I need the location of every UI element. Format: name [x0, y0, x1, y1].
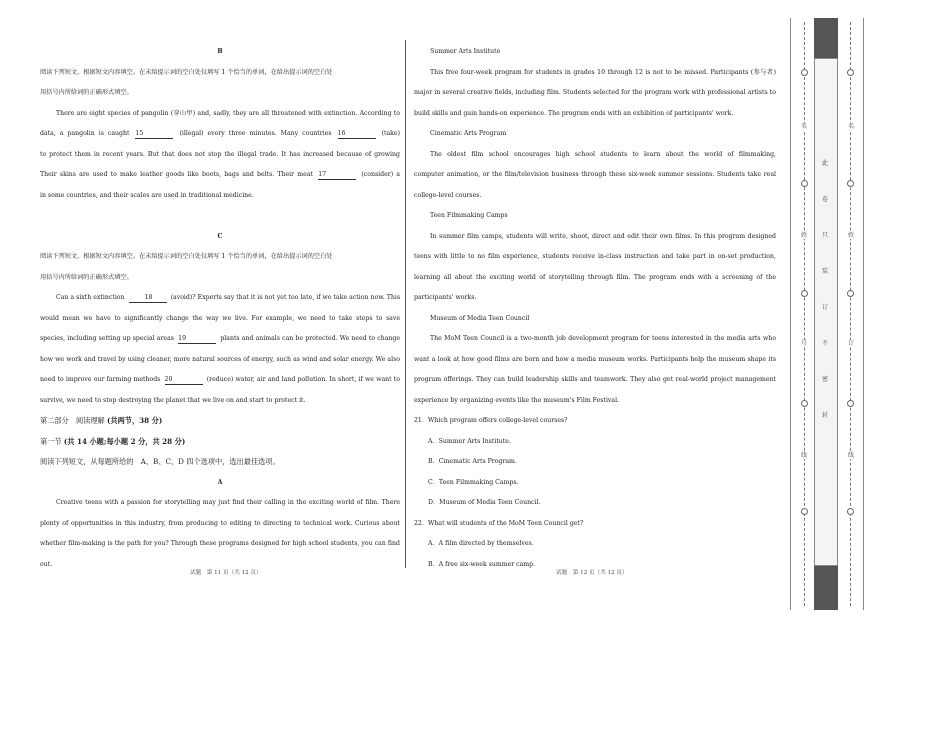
program-heading: Museum of Media Teen Council [430, 314, 530, 322]
section-one-label: 第一节 [40, 436, 62, 446]
section-c-title: C [217, 232, 223, 240]
passage-c-line: how we work and travel by using cleaner, more natural sources of energy, such as wind and solar energy. We also [40, 355, 400, 363]
program-text: learning all about the exciting world of storytelling through film. The program ends with a screening of the [414, 273, 776, 281]
binding-bottom-block [814, 566, 838, 610]
program-text: want a look at how good films are born and how a media museum works. Participants help the museum shape its [414, 355, 776, 363]
passage-c-line [40, 329, 400, 350]
q21-option-d[interactable]: D．Museum of Media Teen Council. [428, 499, 541, 506]
program-text: The MoM Teen Council is a two-month job development program for teens interested in the media arts who [430, 335, 776, 342]
binding-label-char: 姓 [848, 232, 855, 239]
passage-b-line: There are eight species of pangolin (穿山甲) and, sadly, they are all threatened with extinction. According to [56, 109, 400, 117]
q22-option-b[interactable]: B．A free six-week summer camp. [428, 560, 536, 568]
text: species, including setting up special areas [40, 335, 174, 342]
instruction-b-line1: 阅读下列短文，根据短文内容填空。在未给提示词的空白处仅填写 1 个恰当的单词，在给出提示词的空白处 [40, 68, 333, 76]
text: Can a sixth extinction [56, 294, 125, 301]
binding-hole-icon [847, 69, 854, 76]
passage-c-line [40, 288, 400, 309]
text: (take) [381, 130, 400, 137]
page-divider [405, 40, 406, 568]
program-heading: Cinematic Arts Program [430, 130, 507, 137]
binding-hole-icon [801, 290, 808, 297]
passage-a-line: whether film-making is the path for you? Through these programs designed for high school students, you can find [40, 540, 400, 547]
passage-b-line [40, 124, 400, 145]
binding-hole-icon [847, 400, 854, 407]
seal-char: 不 [822, 340, 829, 347]
binding-top-block [814, 18, 838, 58]
binding-dashed-line-right [850, 22, 851, 606]
binding-label-char: 线 [801, 452, 808, 459]
part-two-label: 第二部分 阅读理解 [40, 416, 105, 425]
q22-option-a[interactable]: A．A film directed by themselves. [428, 540, 534, 547]
spacer [40, 206, 400, 227]
passage-c-line: would mean we have to significantly change the way we live. For example, we need to take steps to save [40, 314, 400, 322]
binding-hole-icon [801, 400, 808, 407]
binding-hole-icon [801, 180, 808, 187]
section-a-title: A [217, 478, 223, 486]
binding-label-char: 名 [801, 123, 808, 130]
q21-option-c[interactable]: C．Teen Filmmaking Camps. [428, 478, 519, 486]
passage-a-line: plenty of opportunities in this industry, from producing to editing to directing to technical work. Curious about [40, 519, 400, 527]
binding-hole-icon [847, 180, 854, 187]
blank-17[interactable]: 17 [318, 170, 356, 180]
left-page [40, 42, 400, 575]
passage-b-line [40, 165, 400, 186]
binding-hole-icon [801, 508, 808, 515]
blank-16[interactable]: 16 [338, 129, 376, 139]
section-b-title: B [217, 48, 223, 55]
text: need to improve our farming methods [40, 376, 161, 383]
page-footer-left: 试题 第 11 页（共 12 页） [190, 570, 262, 576]
part-two-heading [40, 411, 400, 432]
blank-19[interactable]: 19 [178, 334, 216, 344]
binding-seal-strip [814, 58, 838, 566]
binding-hole-icon [847, 508, 854, 515]
right-page [414, 42, 776, 575]
binding-label-char: 线 [848, 452, 855, 459]
binding-label-char: 姓 [801, 232, 808, 239]
binding-hole-icon [801, 69, 808, 76]
program-text: college-level courses. [414, 191, 482, 199]
reading-instruction: 阅读下列短文，从每题所给的 A、B、C、D 四个选项中，选出最佳选项。 [40, 457, 280, 466]
text: (illegal) every three minutes. Many countries [179, 130, 332, 137]
passage-a-line: out. [40, 560, 53, 568]
seal-char: 卷 [822, 196, 829, 203]
program-text: In summer film camps, students will write, shoot, direct and edit their own films. In this program designed [430, 232, 776, 240]
instruction-c-line1: 阅读下列短文，根据短文内容填空。在未给提示词的空白处仅填写 1 个恰当的单词，在给出提示词的空白处 [40, 253, 333, 260]
binding-label-char: 名 [848, 123, 855, 130]
program-text: The oldest film school encourages high school students to learn about the world of filmmaking, [430, 150, 776, 158]
program-text: build skills and gain hands-on experience. The program ends with an exhibition of participants' work. [414, 109, 734, 117]
passage-c-line: survive, we need to stop destroying the planet that we live on and start to protect it. [40, 396, 306, 404]
program-text: major in several creative fields, including film. Students selected for the program work with professional artists to [414, 89, 776, 96]
blank-18[interactable]: 18 [129, 293, 167, 303]
q21-option-b[interactable]: B．Cinematic Arts Program. [428, 458, 517, 465]
text: (consider) a [361, 171, 400, 178]
binding-hole-icon [847, 290, 854, 297]
passage-a-line: Creative teens with a passion for storytelling may just find their calling in the exciting world of film. There [56, 499, 400, 506]
page-footer-right: 试题 第 12 页（共 12 页） [556, 570, 628, 576]
passage-c-line [40, 370, 400, 391]
seal-char: 装 [822, 268, 829, 275]
blank-20[interactable]: 20 [165, 375, 203, 385]
question-21: 21．Which program offers college-level courses? [414, 417, 568, 424]
program-text: teens with little to no film experience, students receive in-class instruction and take part in on-set production, [414, 253, 776, 260]
program-heading: Teen Filmmaking Camps [430, 212, 508, 219]
blank-15[interactable]: 15 [135, 129, 173, 139]
section-one-heading [40, 432, 400, 453]
program-text: This free four-week program for students in grades 10 through 12 is not to be missed. Participants (参与者) [430, 68, 776, 76]
question-22: 22．What will students of the MoM Teen Council get? [414, 519, 584, 527]
q21-option-a[interactable]: A．Summer Arts Institute. [428, 437, 511, 445]
passage-b-line: to protect them in recent years. But that does not stop the illegal trade. It has increased because of growing [40, 150, 400, 158]
section-one-score: (共 14 小题;每小题 2 分，共 28 分) [63, 436, 186, 446]
program-text: computer animation, or the film/television business through these six-week summer sessions. Students take real [414, 171, 776, 178]
seal-char: 封 [822, 412, 829, 419]
part-two-score: (共两节，38 分) [107, 416, 163, 425]
passage-b-line: in some countries, and their scales are used in traditional medicine. [40, 191, 254, 199]
program-heading: Summer Arts Institute [430, 48, 501, 55]
program-text: participants' works. [414, 294, 477, 301]
seal-char: 订 [822, 304, 829, 311]
seal-char: 此 [822, 160, 829, 167]
program-text: experience by organizing events like the museum's Film Festival. [414, 396, 620, 404]
program-text: program offerings. They can build leadership skills and teamwork. They also get real-world project management [414, 376, 776, 383]
binding-dashed-line-left [804, 22, 805, 606]
text: plants and animals can be protected. We need to change [220, 335, 400, 342]
seal-char: 密 [822, 376, 829, 383]
text: data, a pangolin is caught [40, 130, 130, 137]
seal-char: 只 [822, 232, 829, 239]
instruction-c-line2: 用括号内所给词的正确形式填空。 [40, 273, 133, 281]
text: Their skins are used to make leather goods like boots, bags and belts. Their meat [40, 171, 314, 178]
binding-label-char: 订 [848, 340, 855, 347]
text: (reduce) water, air and land pollution. In short, if we want to [206, 376, 400, 383]
instruction-b-line2: 用括号内所给词的正确形式填空。 [40, 89, 133, 96]
binding-label-char: 号 [801, 340, 808, 347]
text: (avoid)? Experts say that it is not yet too late, if we take action now. This [170, 294, 400, 301]
